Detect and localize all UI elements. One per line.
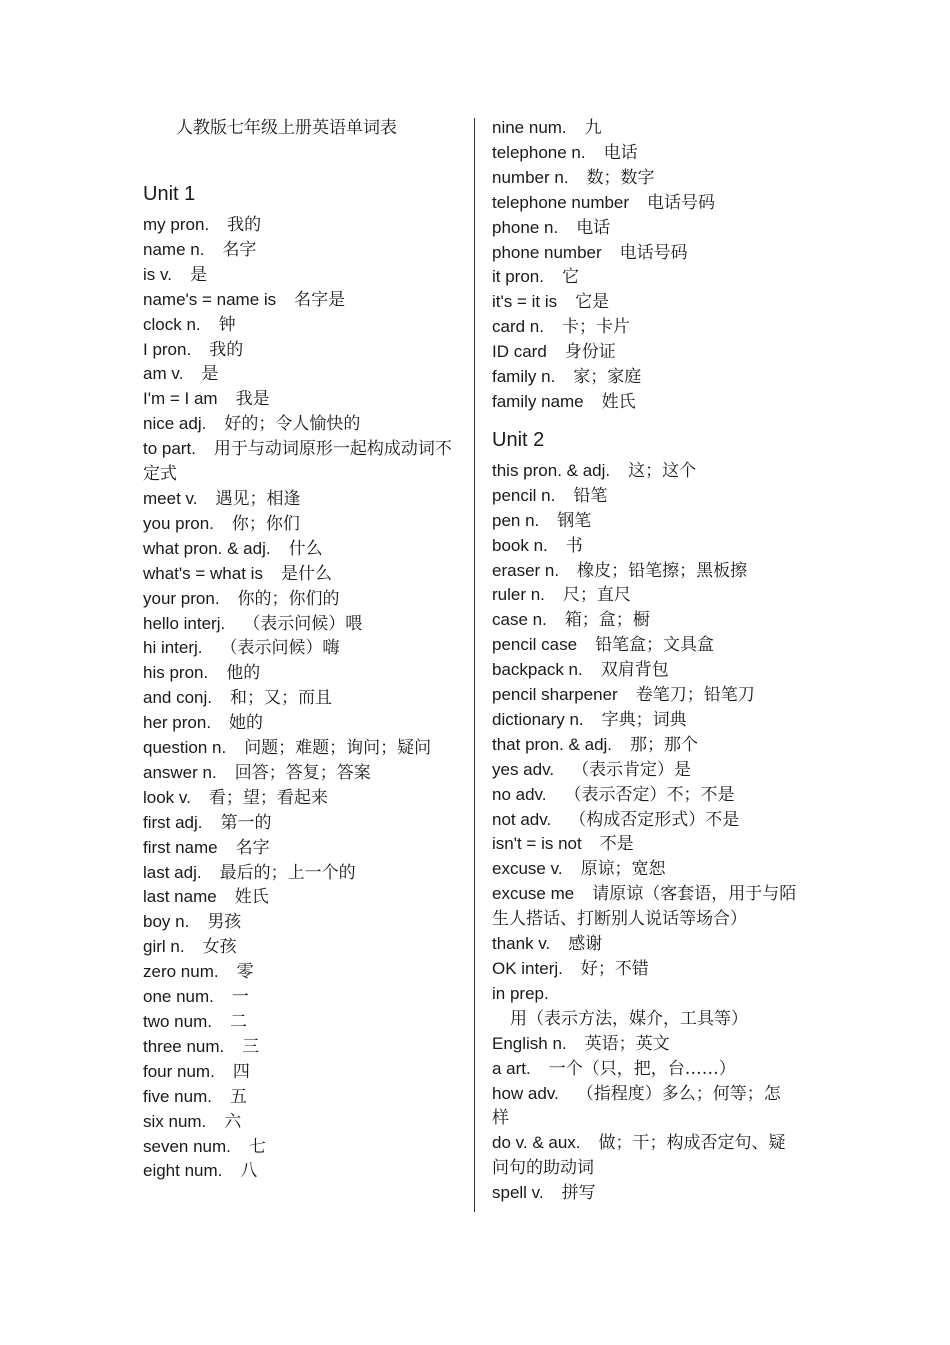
word-english: and conj. [143, 688, 212, 708]
word-english: ID card [492, 342, 547, 362]
word-entry [143, 362, 453, 387]
word-entry [143, 686, 453, 711]
word-english: do v. & aux. [492, 1133, 581, 1153]
word-english: spell v. [492, 1183, 544, 1203]
word-chinese: 字典；词典 [601, 709, 687, 730]
word-entry [143, 1159, 453, 1184]
word-entry [492, 141, 797, 166]
word-english: answer n. [143, 762, 217, 782]
page-title: 人教版七年级上册英语单词表 [176, 118, 397, 138]
word-english: it pron. [492, 267, 544, 287]
word-english: two num. [143, 1012, 212, 1031]
word-english: pen n. [492, 510, 540, 530]
word-chinese: 男孩 [207, 912, 242, 933]
word-entry [143, 263, 453, 288]
word-english: card n. [492, 317, 544, 337]
word-chinese: 书 [565, 535, 583, 556]
word-entry [492, 658, 797, 683]
word-chinese: 好；不错 [580, 959, 649, 979]
word-chinese: 用（表示方法，媒介，工具等） [510, 1008, 748, 1029]
word-entry [492, 241, 797, 266]
word-entry [492, 683, 797, 708]
word-chinese: 零 [236, 962, 254, 983]
word-chinese: 是 [189, 264, 207, 285]
word-english: telephone n. [492, 142, 586, 162]
word-entry [492, 783, 797, 808]
word-entry [143, 935, 453, 960]
word-entry [492, 265, 797, 290]
word-english: family name [492, 391, 584, 411]
word-chinese: 电话 [576, 217, 611, 238]
word-entry [492, 1131, 797, 1181]
word-english: isn't = is not [492, 834, 582, 854]
word-entry [492, 633, 797, 658]
word-chinese: 三 [242, 1036, 260, 1057]
word-chinese: 名字是 [294, 289, 346, 310]
word-english: is v. [143, 264, 172, 284]
word-entry [143, 412, 453, 437]
word-english: what's = what is [143, 563, 263, 583]
word-entry [143, 1135, 453, 1160]
word-chinese: 双肩背包 [600, 660, 669, 681]
word-chinese: 身份证 [564, 342, 616, 363]
word-chinese: 卷笔刀；铅笔刀 [635, 685, 755, 706]
word-english: six num. [143, 1111, 207, 1131]
word-english: his pron. [143, 663, 209, 683]
word-chinese: 不是 [599, 834, 634, 855]
word-english: that pron. & adj. [492, 734, 613, 754]
word-entry [492, 733, 797, 758]
word-entry [492, 315, 797, 340]
word-english: phone number [492, 242, 602, 262]
word-entry [492, 982, 797, 1032]
word-chinese: 是什么 [280, 563, 332, 584]
word-chinese: 和；又；而且 [230, 688, 332, 709]
word-chinese: 一 [231, 987, 249, 1008]
word-chinese: 电话号码 [647, 192, 716, 213]
word-english: my pron. [143, 215, 210, 234]
word-chinese: 卡；卡片 [561, 317, 630, 338]
word-entry [492, 216, 797, 241]
word-english: you pron. [143, 513, 214, 533]
unit-2-heading: Unit 2 [492, 428, 545, 451]
word-entry [492, 957, 797, 982]
word-entry [143, 786, 453, 811]
word-english: last name [143, 887, 217, 907]
word-english: last adj. [143, 862, 202, 882]
word-english: three num. [143, 1036, 225, 1056]
word-english: four num. [143, 1061, 215, 1081]
word-chinese: 我的 [227, 215, 262, 235]
word-english: name's = name is [143, 289, 277, 309]
word-entry [143, 885, 453, 910]
word-entry [143, 387, 453, 412]
word-english: OK interj. [492, 959, 563, 978]
word-chinese: 好的；令人愉快的 [224, 414, 361, 435]
word-chinese: 家；家庭 [573, 367, 642, 388]
word-chinese: 电话号码 [619, 242, 688, 263]
word-chinese: 橡皮；铅笔擦；黑板擦 [577, 560, 748, 581]
word-english: backpack n. [492, 660, 583, 680]
word-entry [143, 587, 453, 612]
unit-1-word-list [143, 213, 453, 1184]
word-entry [143, 960, 453, 985]
word-chinese: 原谅；宽恕 [580, 859, 666, 880]
word-chinese: 是 [201, 364, 219, 385]
word-chinese: 做；干；构成否定句、疑问句的助动词 [492, 1133, 786, 1179]
word-english: one num. [143, 987, 214, 1007]
word-english: girl n. [143, 937, 185, 957]
word-english: nice adj. [143, 414, 207, 434]
word-english: zero num. [143, 962, 219, 982]
word-english: your pron. [143, 588, 220, 608]
word-english: eraser n. [492, 560, 560, 580]
word-english: first name [143, 837, 218, 857]
word-english: seven num. [143, 1136, 231, 1156]
word-chinese: 回答；答复；答案 [234, 762, 371, 783]
word-chinese: 它是 [575, 292, 610, 313]
word-chinese: 问题；难题；询问；疑问 [244, 738, 432, 759]
word-chinese: 你；你们 [231, 513, 300, 534]
word-english: case n. [492, 610, 547, 630]
word-entry [492, 340, 797, 365]
word-entry [143, 985, 453, 1010]
word-chinese: 八 [240, 1161, 258, 1182]
word-entry [143, 512, 453, 537]
word-chinese: 看；望；看起来 [208, 787, 328, 808]
word-chinese: 用于与动词原形一起构成动词不定式 [143, 439, 452, 485]
unit-1-word-list-continued [492, 116, 797, 415]
word-entry [492, 1181, 797, 1206]
word-entry [143, 1010, 453, 1035]
word-entry [143, 661, 453, 686]
word-chinese: 名字 [235, 837, 270, 858]
word-english: meet v. [143, 488, 198, 508]
word-entry [492, 758, 797, 783]
left-column [143, 116, 453, 1184]
word-english: what pron. & adj. [143, 538, 271, 558]
word-entry [492, 857, 797, 882]
word-entry [143, 338, 453, 363]
word-chinese: 感谢 [568, 934, 603, 955]
word-entry [143, 313, 453, 338]
word-entry [143, 1085, 453, 1110]
word-entry [143, 1035, 453, 1060]
word-entry [143, 238, 453, 263]
word-chinese: （表示否定）不；不是 [564, 784, 735, 805]
word-chinese: 钢笔 [557, 510, 592, 531]
word-entry [143, 437, 453, 487]
word-chinese: 拼写 [561, 1183, 596, 1204]
word-chinese: 铅笔 [573, 485, 608, 506]
word-chinese: 姓氏 [601, 391, 636, 412]
word-entry [492, 808, 797, 833]
word-entry [143, 487, 453, 512]
word-english: question n. [143, 738, 227, 758]
right-column [492, 116, 797, 1206]
word-entry [492, 290, 797, 315]
word-english: to part. [143, 439, 196, 459]
word-entry [143, 910, 453, 935]
word-entry [492, 365, 797, 390]
word-chinese: 电话 [603, 142, 638, 163]
word-english: number n. [492, 167, 569, 187]
word-english: this pron. & adj. [492, 460, 611, 480]
word-entry [492, 166, 797, 191]
word-english: in prep. [492, 983, 549, 1003]
word-chinese: 最后的；上一个的 [219, 862, 356, 883]
word-english: telephone number [492, 192, 630, 212]
word-chinese: 四 [232, 1061, 250, 1082]
word-chinese: 什么 [288, 538, 323, 559]
word-english: her pron. [143, 713, 212, 733]
word-entry [492, 116, 797, 141]
word-english: hi interj. [143, 638, 203, 658]
word-chinese: 九 [584, 118, 602, 138]
word-english: how adv. [492, 1083, 559, 1103]
word-english: ruler n. [492, 585, 545, 605]
word-english: English n. [492, 1033, 567, 1053]
word-entry [492, 559, 797, 584]
word-entry [143, 836, 453, 861]
word-entry [492, 191, 797, 216]
word-entry [143, 288, 453, 313]
word-english: not adv. [492, 809, 552, 829]
word-chinese: （指程度）多么；何等；怎样 [492, 1083, 781, 1129]
word-chinese: （表示问候）嗨 [220, 638, 340, 659]
word-english: am v. [143, 364, 184, 384]
word-chinese: 第一的 [220, 812, 272, 833]
word-chinese: 请原谅（客套语，用于与陌生人搭话、打断别人说话等场合） [492, 884, 797, 930]
word-entry [492, 1082, 797, 1132]
word-chinese: 她的 [229, 713, 264, 734]
word-chinese: 尺；直尺 [562, 585, 631, 606]
word-english: I pron. [143, 339, 192, 359]
word-english: hello interj. [143, 613, 226, 633]
word-entry [143, 736, 453, 761]
word-chinese: 这；这个 [628, 460, 697, 481]
word-english: it's = it is [492, 292, 558, 312]
word-chinese: 我的 [209, 339, 244, 360]
word-english: pencil sharpener [492, 685, 618, 705]
word-chinese: 女孩 [202, 937, 237, 958]
word-entry [143, 861, 453, 886]
word-english: pencil case [492, 635, 578, 655]
word-entry [492, 832, 797, 857]
word-entry [492, 708, 797, 733]
word-entry [492, 1032, 797, 1057]
word-chinese: 箱；盒；橱 [564, 610, 650, 631]
word-chinese: 七 [248, 1136, 266, 1157]
word-entry [143, 636, 453, 661]
word-entry [492, 1057, 797, 1082]
word-chinese: 我是 [235, 389, 270, 410]
word-english: no adv. [492, 784, 547, 804]
word-english: first adj. [143, 812, 203, 832]
word-chinese: （表示肯定）是 [572, 759, 692, 780]
word-chinese: 它 [561, 267, 579, 288]
word-chinese: 那；那个 [630, 734, 699, 755]
word-english: dictionary n. [492, 709, 584, 729]
word-entry [492, 534, 797, 559]
word-chinese: 他的 [226, 663, 261, 684]
word-chinese: 钟 [218, 314, 236, 335]
word-english: pencil n. [492, 485, 556, 505]
word-english: family n. [492, 367, 556, 387]
word-entry [143, 537, 453, 562]
word-chinese: 一个（只，把，台……） [548, 1058, 736, 1079]
word-chinese: 英语；英文 [584, 1033, 670, 1054]
word-chinese: （表示问候）喂 [243, 613, 363, 634]
word-english: name n. [143, 239, 205, 259]
word-chinese: 二 [229, 1012, 247, 1032]
word-chinese: （构成否定形式）不是 [569, 809, 740, 830]
word-entry [143, 1110, 453, 1135]
word-english: I'm = I am [143, 389, 218, 409]
word-english: book n. [492, 535, 548, 555]
word-english: eight num. [143, 1161, 223, 1181]
word-chinese: 铅笔盒；文具盒 [595, 635, 715, 656]
word-english: boy n. [143, 912, 190, 932]
word-chinese: 姓氏 [234, 887, 269, 908]
word-chinese: 你的；你们的 [237, 588, 340, 609]
word-english: five num. [143, 1086, 212, 1106]
word-entry [492, 459, 797, 484]
word-entry [492, 484, 797, 509]
word-english: phone n. [492, 217, 559, 237]
word-entry [492, 509, 797, 534]
word-chinese: 六 [224, 1111, 242, 1132]
word-english: a art. [492, 1058, 531, 1078]
word-english: look v. [143, 787, 191, 807]
word-entry [492, 390, 797, 415]
column-divider [474, 118, 475, 1212]
word-english: excuse me [492, 884, 575, 904]
word-english: clock n. [143, 314, 201, 334]
word-entry [143, 811, 453, 836]
word-chinese: 五 [229, 1086, 247, 1107]
word-english: thank v. [492, 934, 551, 954]
word-entry [143, 711, 453, 736]
word-chinese: 名字 [222, 239, 257, 260]
word-entry [143, 562, 453, 587]
word-entry [143, 761, 453, 786]
word-entry [492, 932, 797, 957]
word-entry [143, 612, 453, 637]
word-entry [492, 583, 797, 608]
word-english: excuse v. [492, 859, 563, 879]
unit-1-heading: Unit 1 [143, 183, 196, 205]
word-chinese: 数；数字 [586, 167, 655, 188]
word-chinese: 遇见；相逢 [215, 488, 301, 509]
word-entry [143, 1060, 453, 1085]
word-entry [492, 608, 797, 633]
word-entry [143, 213, 453, 238]
word-english: nine num. [492, 118, 567, 137]
unit-2-word-list [492, 459, 797, 1206]
word-english: yes adv. [492, 759, 555, 779]
word-entry [492, 882, 797, 932]
